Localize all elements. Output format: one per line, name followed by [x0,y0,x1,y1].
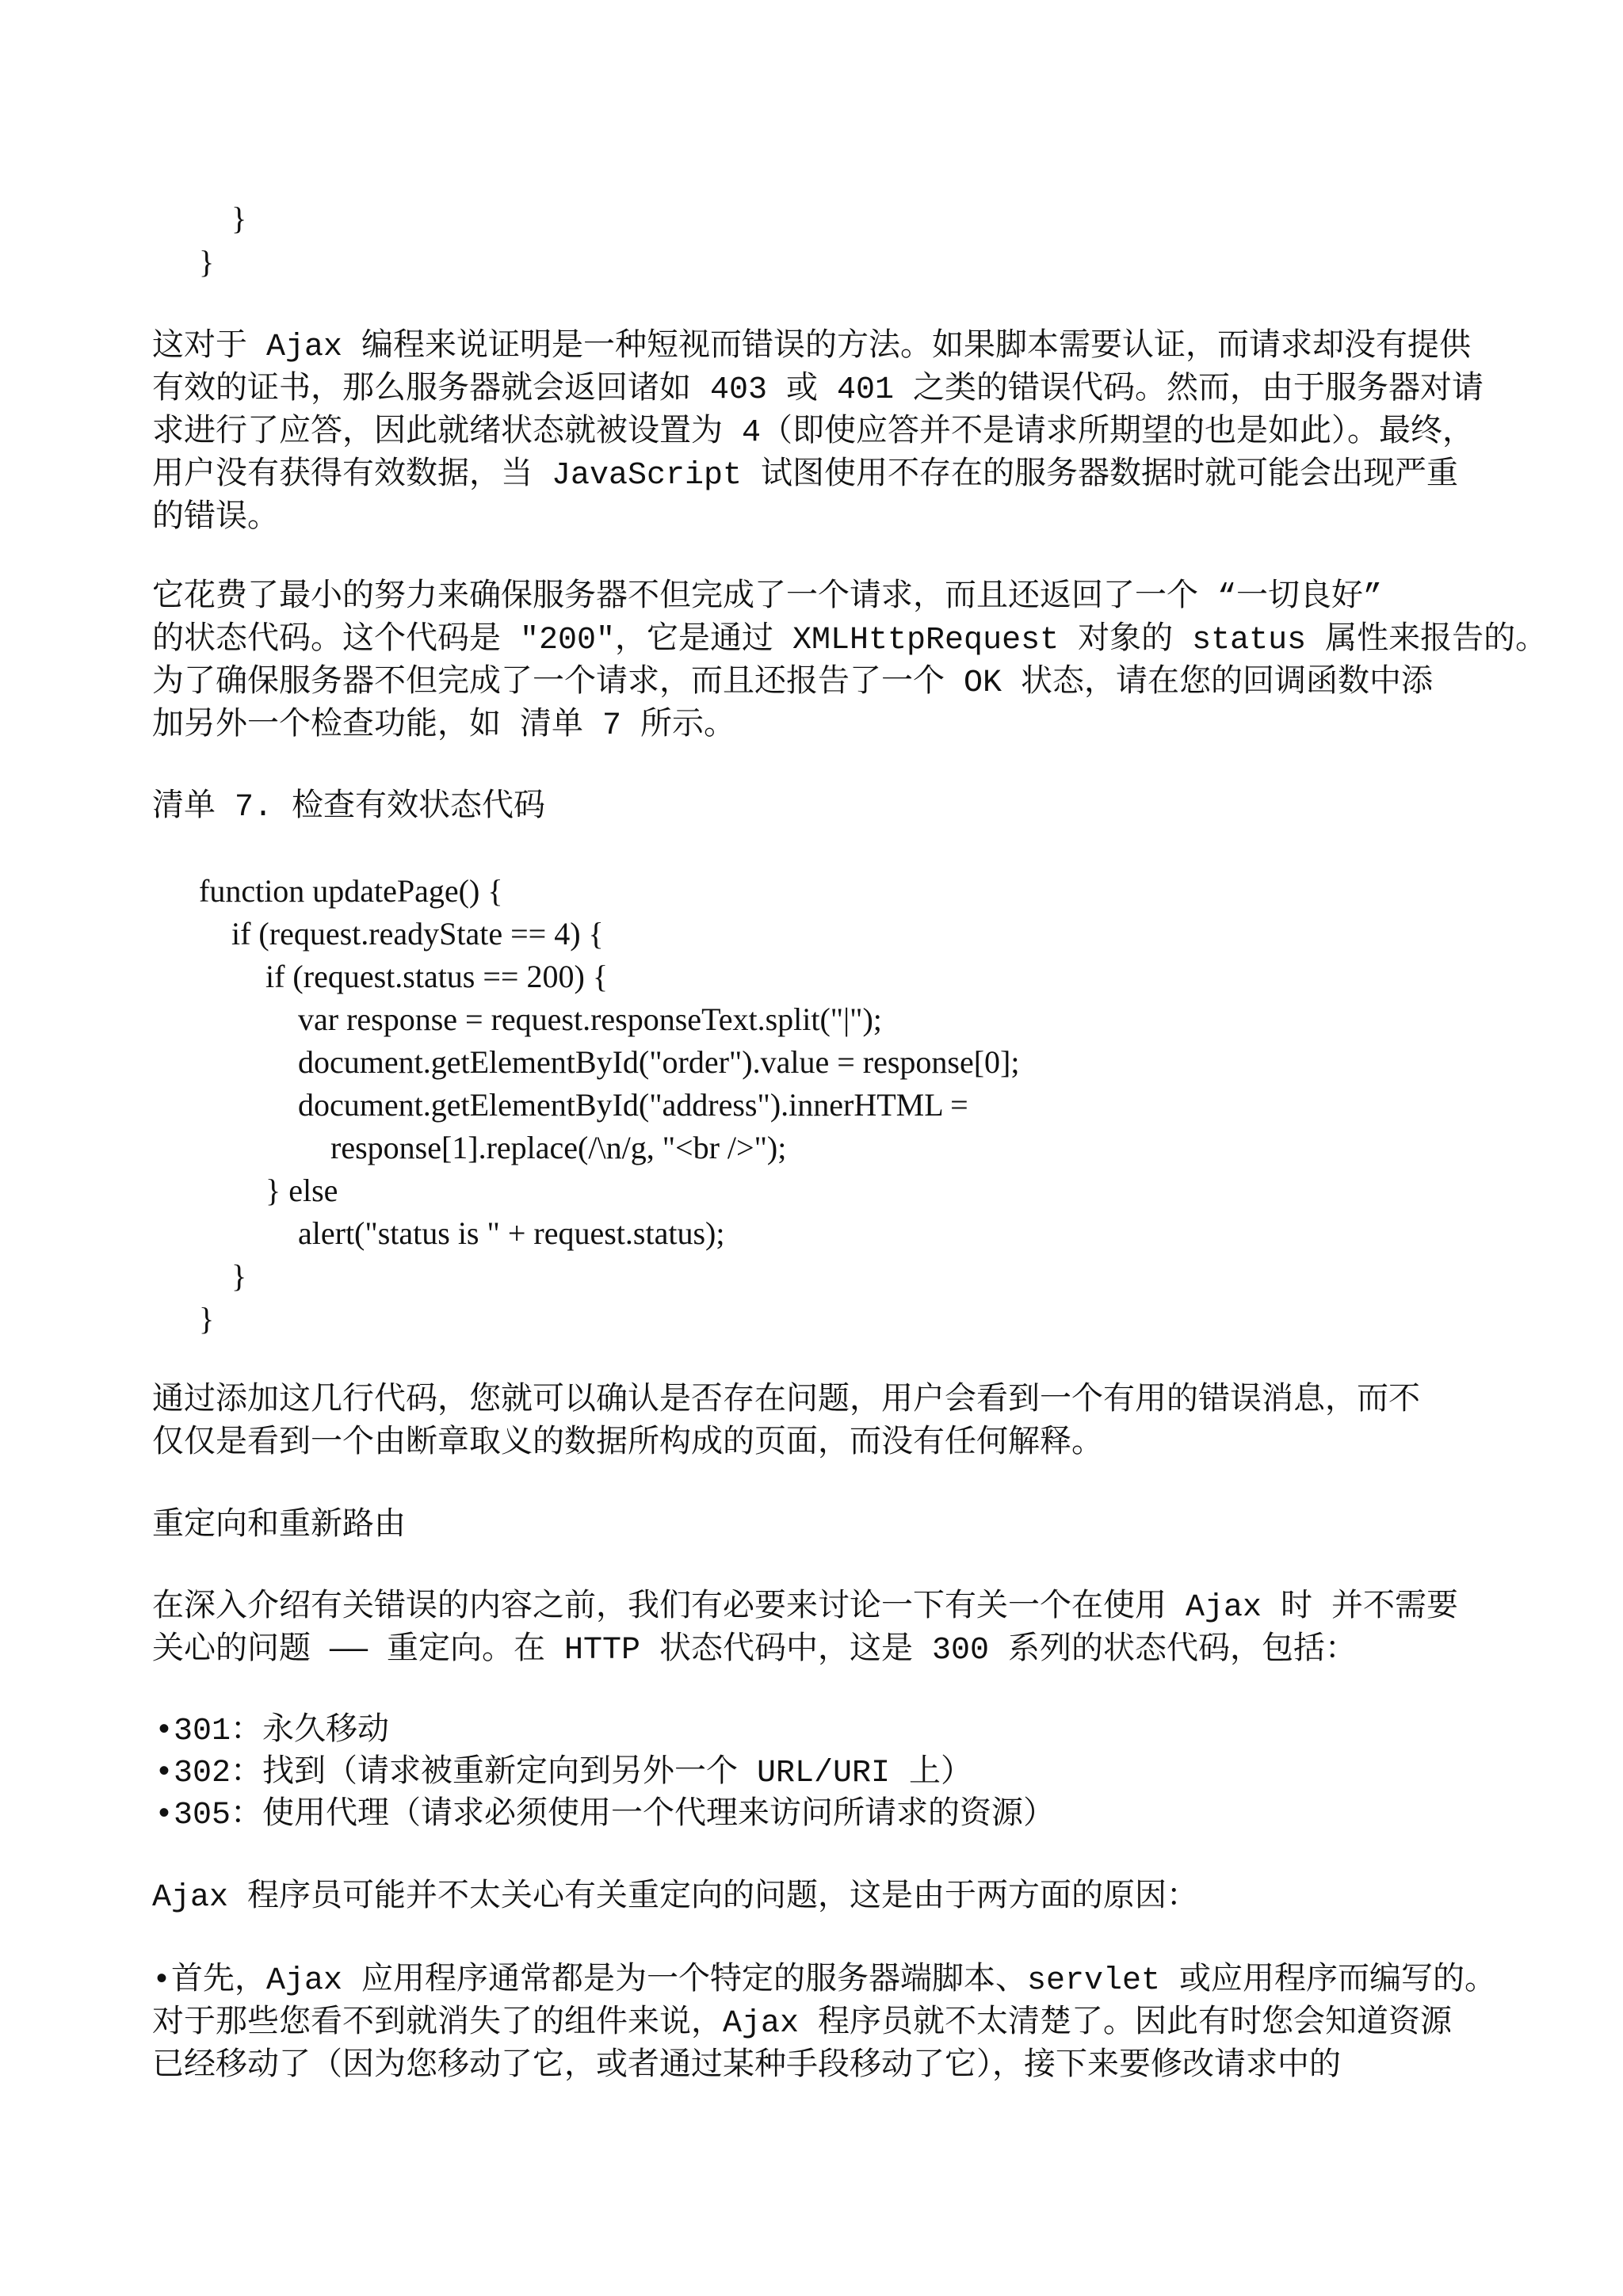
paragraph-line: 它花费了最小的努力来确保服务器不但完成了一个请求，而且还返回了一个 “一切良好” [152,580,1383,616]
paragraph-line: 对于那些您看不到就消失了的组件来说，Ajax 程序员就不太清楚了。因此有时您会知道资源 [152,2006,1453,2042]
listing-caption [152,787,1594,830]
first-reason-paragraph [152,1960,1594,2088]
paragraph-line: •首先，Ajax 应用程序通常都是为一个特定的服务器端脚本、servlet 或应用程序而编写的。 [152,1963,1497,1999]
list-item: •305：使用代理（请求必须使用一个代理来访问所请求的资源） [155,1798,1056,1833]
paragraph-line: 的状态代码。这个代码是 "200"，它是通过 XMLHttpRequest 对象的 status 属性来报告的。 [152,623,1548,658]
list-item: •302：找到（请求被重新定向到另外一个 URL/URI 上） [155,1756,973,1791]
paragraph-line: 为了确保服务器不但完成了一个请求，而且还报告了一个 OK 状态，请在您的回调函数中添 [152,666,1434,701]
previous-code-fragment [152,197,1594,284]
paragraph-line: 有效的证书，那么服务器就会返回诸如 403 或 401 之类的错误代码。然而，由于服务器对请 [152,372,1484,408]
status-paragraph [152,577,1594,748]
reasons-paragraph [152,1877,1594,1920]
listing-caption-text: 清单 7. 检查有效状态代码 [152,790,546,826]
code-line: alert("status is " + request.status); [298,1215,725,1251]
paragraph-line: 已经移动了（因为您移动了它，或者通过某种手段移动了它），接下来要修改请求中的 [152,2049,1341,2084]
paragraph-line: 求进行了应答，因此就绪状态就被设置为 4（即使应答并不是请求所期望的也是如此）。最终， [152,415,1475,451]
paragraph-line: Ajax 程序员可能并不太关心有关重定向的问题，这是由于两方面的原因： [152,1880,1199,1916]
redirect-paragraph [152,1587,1594,1672]
code-line: if (request.readyState == 4) { [231,916,604,952]
paragraph-line: 通过添加这几行代码，您就可以确认是否存在问题，用户会看到一个有用的错误消息，而不 [152,1383,1420,1419]
paragraph-line: 在深入介绍有关错误的内容之前，我们有必要来讨论一下有关一个在使用 Ajax 时 并不需要 [152,1590,1459,1626]
code-line: if (request.status == 200) { [265,959,609,994]
code-line: } [231,200,247,236]
paragraph-line: 用户没有获得有效数据，当 JavaScript 试图使用不存在的服务器数据时就可能会出现严重 [152,458,1459,494]
paragraph-line: 仅仅是看到一个由断章取义的数据所构成的页面，而没有任何解释。 [152,1426,1103,1462]
paragraph-line: 的错误。 [152,501,279,536]
code-line: document.getElementById("address").innerHTML = [298,1087,968,1123]
auth-paragraph [152,326,1594,540]
list-item: •301：永久移动 [155,1714,390,1749]
code-listing [152,870,1594,1341]
code-line: } [199,1301,215,1337]
code-line: document.getElementById("order").value = response[0]; [298,1044,1020,1080]
code-line: } [231,1258,247,1294]
code-line: function updatePage() { [199,873,503,909]
section-heading [152,1505,1594,1548]
status-code-list [152,1711,1594,1836]
paragraph-line: 加另外一个检查功能，如 清单 7 所示。 [152,708,736,744]
paragraph-line: 关心的问题 —— 重定向。在 HTTP 状态代码中，这是 300 系列的状态代码，包括： [152,1633,1358,1669]
code-line: } else [265,1173,338,1208]
paragraph-line: 这对于 Ajax 编程来说证明是一种短视而错误的方法。如果脚本需要认证，而请求却没有提供 [152,330,1472,365]
code-line: } [199,244,215,280]
code-line: response[1].replace(/\n/g, "<br />"); [330,1130,787,1165]
code-line: var response = request.responseText.split("|"); [298,1001,882,1037]
section-heading-text: 重定向和重新路由 [152,1508,406,1544]
result-paragraph [152,1380,1594,1466]
